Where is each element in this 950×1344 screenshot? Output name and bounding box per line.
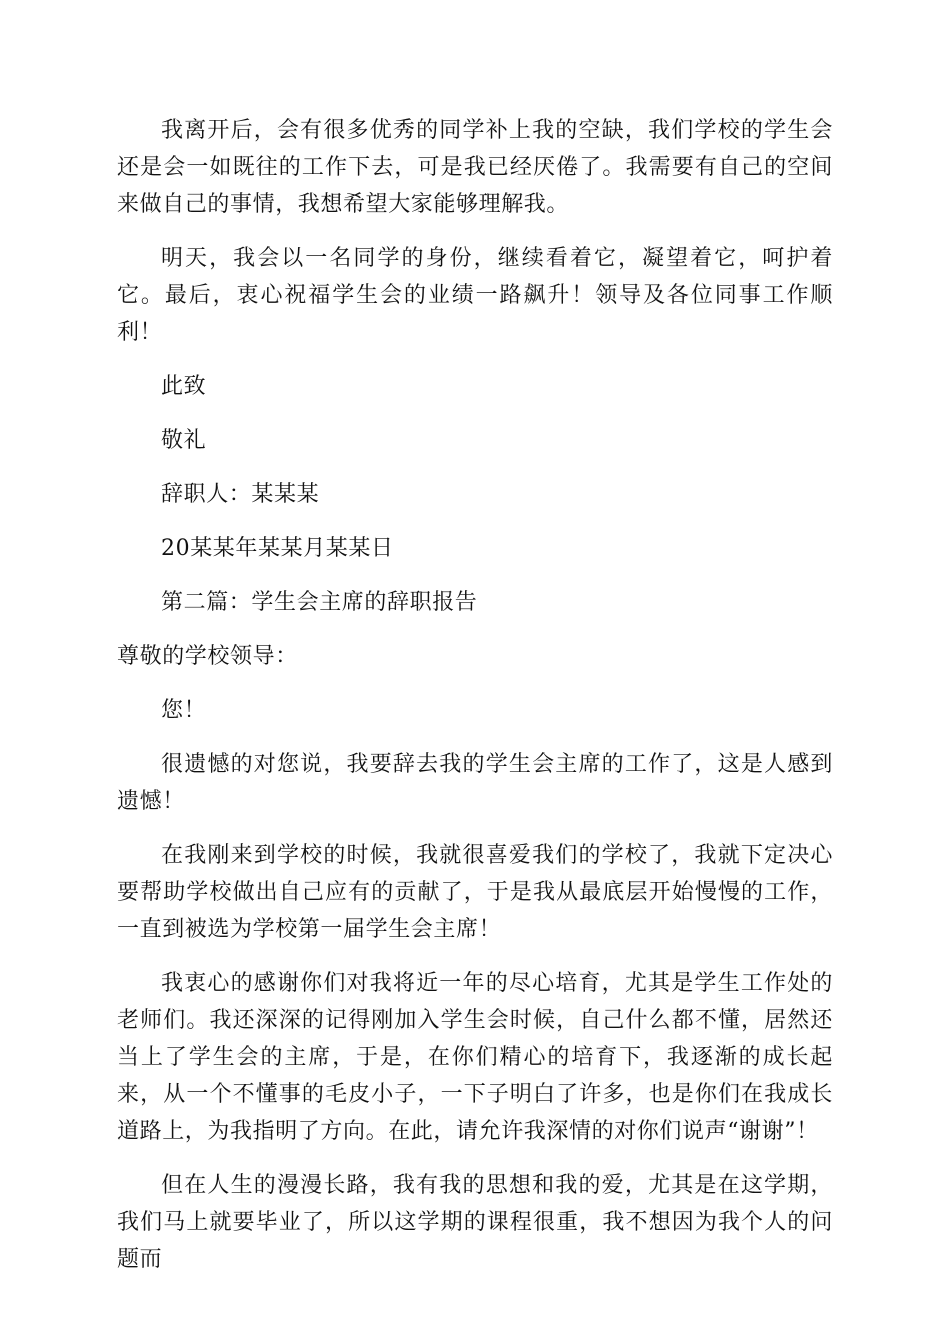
paragraph-5: 我衷心的感谢你们对我将近一年的尽心培育，尤其是学生工作处的老师们。我还深深的记得刚加入学生会时候，自己什么都不懂，居然还当上了学生会的主席，于是，在你们精心的培育下，我逐渐的成长起来，从一个不懂事的毛皮小子，一下子明白了许多，也是你们在我成长道路上，为我指明了方向。在此，请允许我深情的对你们说声“谢谢”！: [117, 971, 833, 1144]
date-line: 20某某年某某月某某日: [161, 536, 394, 561]
section-heading: 第二篇：学生会主席的辞职报告: [161, 590, 478, 615]
closing-respect: 敬礼: [161, 428, 207, 453]
document-body: [117, 112, 833, 1295]
closing-salutation: 此致: [161, 374, 207, 399]
paragraph-6: 但在人生的漫漫长路，我有我的思想和我的爱，尤其是在这学期，我们马上就要毕业了，所以这学期的课程很重，我不想因为我个人的问题而: [117, 1173, 833, 1272]
paragraph-4: 在我刚来到学校的时候，我就很喜爱我们的学校了，我就下定决心要帮助学校做出自己应有的贡献了，于是我从最底层开始慢慢的工作，一直到被选为学校第一届学生会主席！: [117, 843, 833, 942]
paragraph-2: 明天，我会以一名同学的身份，继续看着它，凝望着它，呵护着它。最后，衷心祝福学生会的业绩一路飙升！领导及各位同事工作顺利！: [117, 246, 833, 345]
signature-line: 辞职人：某某某: [161, 482, 320, 507]
paragraph-3: 很遗憾的对您说，我要辞去我的学生会主席的工作了，这是人感到遗憾！: [117, 752, 833, 814]
greeting-line: 尊敬的学校领导：: [117, 644, 298, 669]
paragraph-1: 我离开后，会有很多优秀的同学补上我的空缺，我们学校的学生会还是会一如既往的工作下去，可是我已经厌倦了。我需要有自己的空间来做自己的事情，我想希望大家能够理解我。: [117, 118, 833, 217]
greeting-you: 您！: [161, 698, 207, 723]
